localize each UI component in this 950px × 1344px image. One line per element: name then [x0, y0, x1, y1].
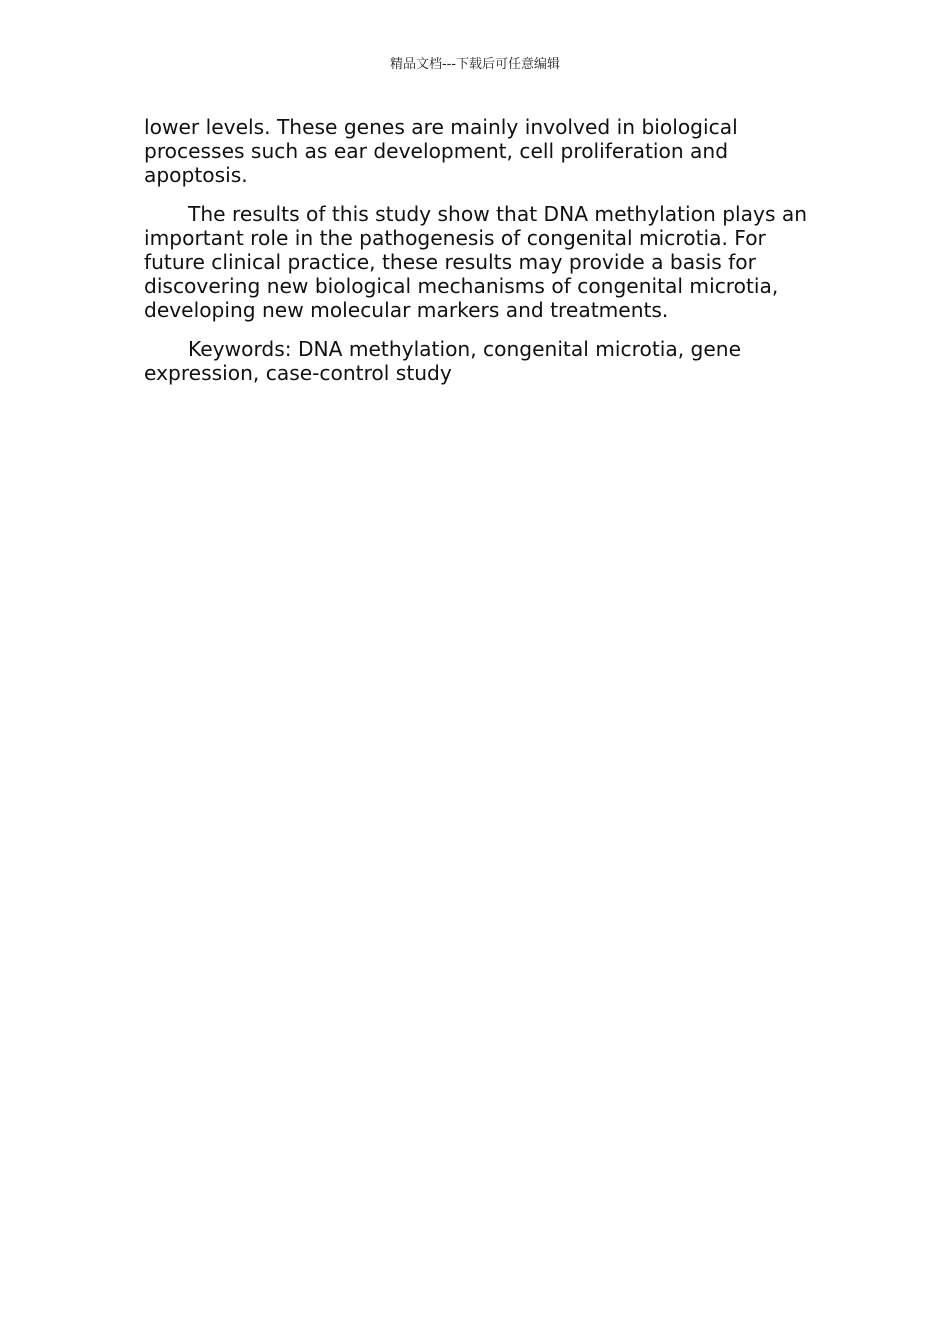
paragraph-keywords: Keywords: DNA methylation, congenital microtia, gene expression, case-control study: [144, 337, 742, 385]
page-header: 精品文档---下载后可任意编辑: [389, 57, 561, 72]
document-body: [144, 115, 809, 400]
paragraph-results: The results of this study show that DNA methylation plays an important role in the pathogenesis of congenital microtia. For future clinical practice, these results may provide a basis for discovering new biological mechanisms of congenital microtia, developing new molecular markers and treatments.: [144, 202, 808, 322]
paragraph-continuation: lower levels. These genes are mainly involved in biological processes such as ear development, cell proliferation and apoptosis.: [144, 115, 738, 187]
